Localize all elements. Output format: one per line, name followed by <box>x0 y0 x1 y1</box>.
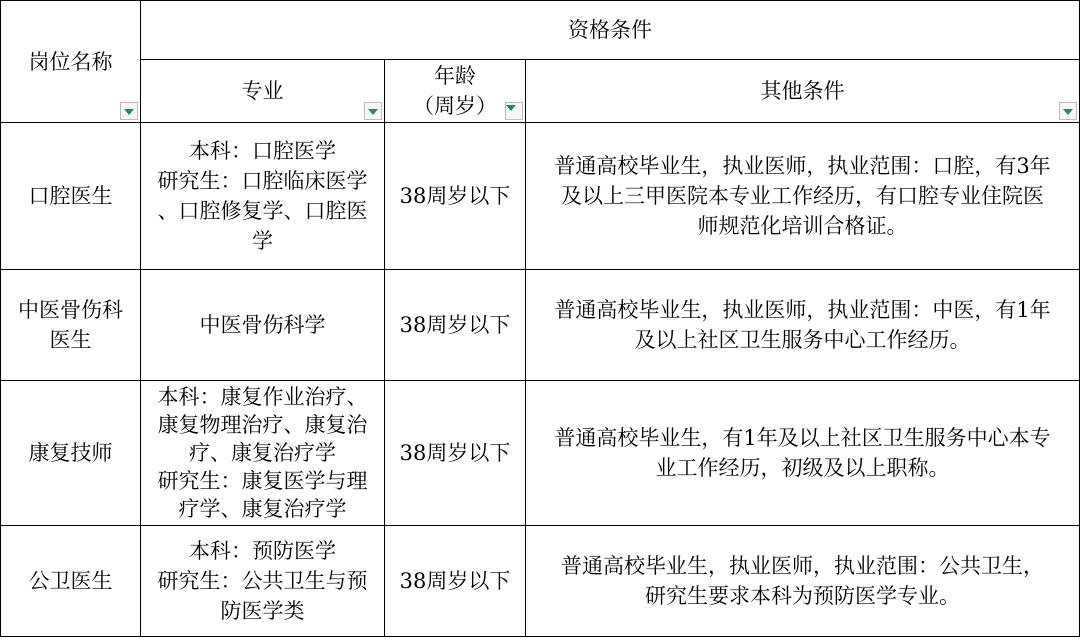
cell-position <box>1 270 141 381</box>
position-text: 中医骨伤科 <box>18 298 123 322</box>
major-line: 本科：口腔医学 <box>189 139 336 163</box>
header-other <box>526 60 1080 123</box>
header-age-line2: （周岁） <box>413 94 497 118</box>
major-line: 研究生：口腔临床医学 <box>157 169 368 193</box>
other-line: 研究生要求本科为预防医学专业。 <box>645 584 960 608</box>
header-age <box>385 60 526 123</box>
other-line: 普通高校毕业生，执业医师，执业范围：公共卫生， <box>561 554 1044 578</box>
other-line: 及以上三甲医院本专业工作经历，有口腔专业住院医 <box>561 184 1044 208</box>
major-line: 疗学、康复治疗学 <box>178 497 347 521</box>
position-text: 口腔医生 <box>28 184 113 208</box>
other-line: 师规范化培训合格证。 <box>697 214 908 238</box>
dropdown-filter-icon <box>368 109 378 115</box>
dropdown-filter-icon <box>1063 109 1073 115</box>
age-text: 38周岁以下 <box>399 441 511 465</box>
cell-age <box>385 381 526 526</box>
table-row <box>1 526 1080 637</box>
cell-major <box>141 526 385 637</box>
filter-dropdown-other[interactable] <box>1059 102 1077 120</box>
cell-other <box>526 526 1080 637</box>
major-line: 康复物理治疗、康复治 <box>157 413 368 437</box>
other-line: 普通高校毕业生，有1年及以上社区卫生服务中心本专 <box>554 426 1051 450</box>
cell-other <box>526 270 1080 381</box>
position-text: 公卫医生 <box>28 569 113 593</box>
dropdown-filter-icon <box>506 105 516 111</box>
dropdown-filter-icon <box>124 109 134 115</box>
major-line: 学 <box>252 229 273 253</box>
other-line: 及以上社区卫生服务中心工作经历。 <box>634 328 971 352</box>
position-text: 医生 <box>49 328 92 352</box>
cell-position <box>1 526 141 637</box>
header-qualifications-label: 资格条件 <box>568 18 652 42</box>
major-line: 中医骨伤科学 <box>199 313 326 337</box>
cell-position <box>1 381 141 526</box>
header-position-name <box>1 1 141 123</box>
age-text: 38周岁以下 <box>399 313 511 337</box>
header-position-name-label: 岗位名称 <box>28 49 113 74</box>
cell-other <box>526 381 1080 526</box>
age-text: 38周岁以下 <box>399 184 511 208</box>
header-major-label: 专业 <box>241 79 284 103</box>
cell-age <box>385 526 526 637</box>
major-line: 研究生：康复医学与理 <box>157 469 368 493</box>
other-line: 业工作经历，初级及以上职称。 <box>655 456 950 480</box>
table-row <box>1 381 1080 526</box>
position-text: 康复技师 <box>28 441 113 465</box>
header-qualifications <box>141 1 1080 60</box>
filter-dropdown-position[interactable] <box>120 102 138 120</box>
cell-age <box>385 123 526 270</box>
major-line: 疗、康复治疗学 <box>189 441 336 465</box>
major-line: 防医学类 <box>220 599 305 623</box>
major-line: 本科：预防医学 <box>189 539 336 563</box>
header-age-line1: 年龄 <box>434 64 476 88</box>
other-line: 普通高校毕业生，执业医师，执业范围：口腔，有3年 <box>554 154 1051 178</box>
table-row <box>1 270 1080 381</box>
table-row <box>1 123 1080 270</box>
other-line: 普通高校毕业生，执业医师，执业范围：中医，有1年 <box>554 298 1051 322</box>
cell-major <box>141 123 385 270</box>
age-text: 38周岁以下 <box>399 569 511 593</box>
major-line: 、口腔修复学、口腔医 <box>157 199 368 223</box>
cell-age <box>385 270 526 381</box>
major-line: 本科：康复作业治疗、 <box>157 385 368 409</box>
cell-major <box>141 381 385 526</box>
major-line: 研究生：公共卫生与预 <box>157 569 368 593</box>
filter-dropdown-age[interactable] <box>505 102 523 120</box>
cell-major <box>141 270 385 381</box>
cell-position <box>1 123 141 270</box>
cell-other <box>526 123 1080 270</box>
header-major <box>141 60 385 123</box>
header-other-label: 其他条件 <box>760 79 845 103</box>
filter-dropdown-major[interactable] <box>364 102 382 120</box>
